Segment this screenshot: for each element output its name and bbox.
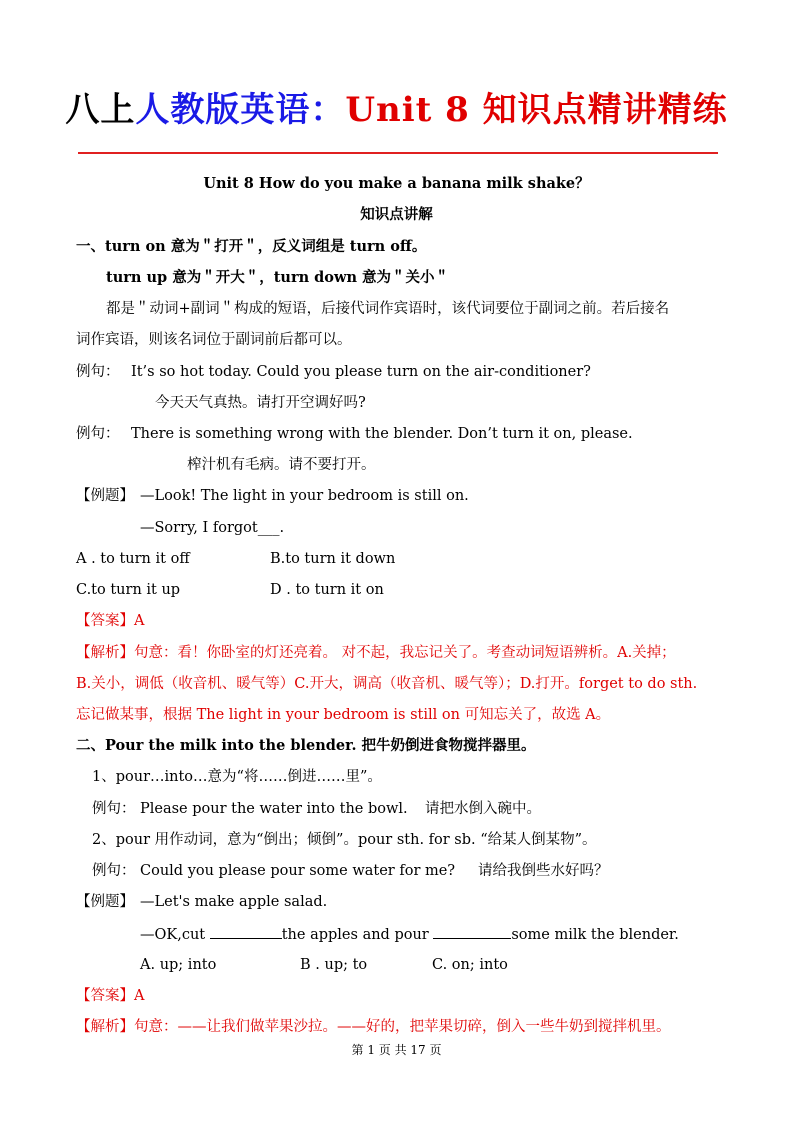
point1-explain-line1: 都是＂动词+副词＂构成的短语，后接代词作宾语时，该代词要位于副词之前。若后接名 <box>106 301 670 317</box>
analysis-line3: 忘记做某事，根据 The light in your bedroom is still on 可知忘关了，故选 A。 <box>76 707 611 723</box>
example-label: 例句： <box>92 801 136 817</box>
option-c: C. on; into <box>432 957 508 973</box>
option-a: A. up; into <box>140 957 217 973</box>
example-sentence-cn: 今天天气真热。请打开空调好吗? <box>155 395 366 411</box>
option-d: D . to turn it on <box>270 582 384 598</box>
point2-item1: 1、pour…into…意为“将……倒进……里”。 <box>92 769 382 785</box>
answer: 【答案】A <box>76 613 145 629</box>
exercise-label: 【例题】 <box>76 488 134 504</box>
option-a: A . to turn it off <box>76 551 190 567</box>
title-edition: 人教版英语： <box>135 90 346 130</box>
answer: 【答案】A <box>76 988 145 1004</box>
answer-blank[interactable] <box>433 924 511 939</box>
page-footer: 第 1 页 共 17 页 <box>351 1043 442 1057</box>
example-sentence-en: It’s so hot today. Could you please turn on the air-conditioner? <box>131 364 591 380</box>
example-sentence-en: Please pour the water into the bowl. <box>140 801 408 817</box>
analysis-line1: 【解析】句意：看！你卧室的灯还亮着。 对不起，我忘记关了。考查动词短语辨析。A.关掉； <box>76 645 676 661</box>
title-grade: 八上 <box>65 90 136 130</box>
exercise-text: —OK,cut <box>140 927 206 943</box>
section-heading: 知识点讲解 <box>360 206 433 223</box>
title-divider <box>78 152 718 154</box>
option-c: C.to turn it up <box>76 582 181 598</box>
exercise-line1: —Let's make apple salad. <box>140 894 328 910</box>
answer-blank[interactable] <box>210 924 282 939</box>
example-label: 例句： <box>76 364 120 380</box>
example-sentence-en: Could you please pour some water for me? <box>140 863 456 879</box>
unit-heading: Unit 8 How do you make a banana milk shake？ <box>203 175 590 192</box>
exercise-text: the apples and pour <box>281 927 429 943</box>
exercise-line1: —Look! The light in your bedroom is still on. <box>140 488 469 504</box>
option-b: B . up; to <box>300 957 368 973</box>
exercise-text: some milk the blender. <box>511 927 679 943</box>
option-b: B.to turn it down <box>270 551 396 567</box>
point2-heading: 二、Pour the milk into the blender. 把牛奶倒进食物搅拌器里。 <box>76 737 536 754</box>
title-unit: Unit 8 知识点精讲精练 <box>345 90 728 130</box>
exercise-label: 【例题】 <box>76 894 134 910</box>
example-sentence-cn: 榨汁机有毛病。请不要打开。 <box>187 457 376 473</box>
point2-item2: 2、pour 用作动词，意为“倒出；倾倒”。pour sth. for sb. “给某人倒某物”。 <box>92 832 597 848</box>
example-sentence-cn: 请把水倒入碗中。 <box>425 801 541 817</box>
point1-heading: 一、turn on 意为＂打开＂，反义词组是 turn off。 <box>76 238 427 255</box>
point1-subheading: turn up 意为＂开大＂，turn down 意为＂关小＂ <box>106 269 450 286</box>
point1-explain-line2: 词作宾语，则该名词位于副词前后都可以。 <box>76 332 352 348</box>
example-label: 例句： <box>92 863 136 879</box>
example-label: 例句： <box>76 426 120 442</box>
exercise-line2: —Sorry, I forgot___. <box>140 520 285 536</box>
analysis-line2: B.关小，调低（收音机、暖气等）C.开大，调高（收音机、暖气等）；D.打开。forget to do sth. <box>76 676 698 692</box>
exercise-line2 <box>140 924 679 945</box>
analysis-line1: 【解析】句意：——让我们做苹果沙拉。——好的，把苹果切碎，倒入一些牛奶到搅拌机里。 <box>76 1019 671 1035</box>
example-sentence-cn: 请给我倒些水好吗？ <box>478 863 609 879</box>
document-title <box>0 82 793 131</box>
example-sentence-en: There is something wrong with the blender. Don’t turn it on, please. <box>131 426 633 442</box>
